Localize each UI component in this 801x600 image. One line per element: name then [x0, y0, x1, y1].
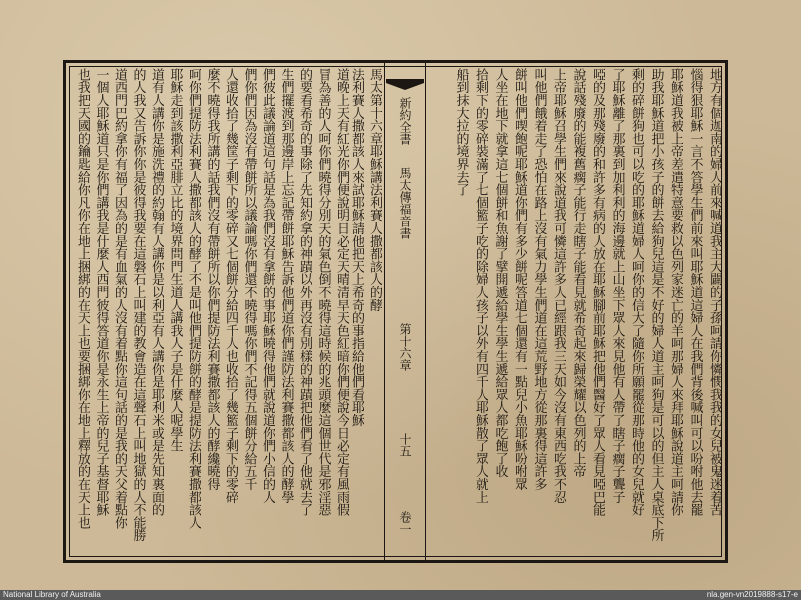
volume-label: 卷一 [398, 511, 412, 535]
footer-identifier: nla.gen-vn2019888-s17-e [706, 590, 798, 599]
right-page-text-column: 叫他們餓着走了恐怕在路上沒有氣力學生們道在這荒野地方從那裏得這許多 [531, 68, 547, 491]
left-page-text-column: 冒為善的人呵你們曉得分別天的氣色倒不曉得這時候的兆頭麼這個世代是邪淫惡 [315, 68, 331, 517]
chapter-opening-body: 法利賽人撒都該人來試耶穌請他把天上希奇的事指給他們看耶穌 [349, 68, 364, 427]
center-fold-panel [384, 63, 426, 560]
left-page-text-column: 麼不曉得我所講的話我們沒有帶餅所以你們提防法利賽撒都該人的酵纔曉得 [204, 68, 220, 491]
fishtail-mark-top [386, 79, 424, 91]
book-title: 新約全書 [398, 97, 412, 145]
right-page-text-column: 助我耶穌道把小孩子的餅去給狗兒這是不好的婦人道主呵狗是可以的但主人桌底下所 [648, 68, 664, 542]
right-page-text-column: 拾剩下的零碎裝滿了七個籃子吃的除婦人孩子以外有四千人耶穌散了眾人就上 [473, 68, 488, 504]
left-page-text-column: 道西門巴約拿你有福了因為的是有血氣的人沒有着點你這句話的是我的天父着點你 [112, 68, 127, 529]
left-page-text-column: 道有人講你是施洗禮的約翰有人講你是以利亞有人講你是耶利米或是先知裏面的 [149, 68, 164, 517]
right-page-text-column: 地方有個迦南的婦人前來喊道我主大闢的子孫呵請你憐憫我我的女兒被鬼迷着苦 [707, 68, 722, 517]
left-page-text-column: 也我把天國的鑰匙給你凡你在地上捆綁的在天上也要捆綁你在地上釋放的在天上也 [75, 68, 90, 529]
right-page-text-column: 上帝耶穌召學生們來說道我可憐這許多人已經跟我三天如今沒有東西吃我不忍 [551, 68, 566, 504]
page-number: 十五 [398, 433, 412, 457]
left-page-text-column: 耶穌走到該撒利亞腓立比的境界問門生道人講我人子是什麼人呢學生 [167, 68, 183, 453]
left-page-text-column: 生們擺渡到那邊岸上忘記帶餅耶穌告訴他們道你們謹防法利賽撒都該人的酵學 [278, 68, 294, 504]
chapter-opening-column: 馬太第十六章耶穌講法利賽人撒都該人的酵 [367, 68, 382, 312]
right-page-text-column: 船到抹大拉的境界去了 [453, 68, 469, 197]
right-page-text-column: 啞的及那殘廢的和許多有病的人放在耶穌腳前耶穌把他們醫好了眾人看見啞巴能 [590, 68, 605, 517]
footer-bar [0, 590, 801, 600]
right-page-text-column: 說話殘廢的能複舊瘸子能行走瞎子能看見就希奇起來歸榮耀以色列的上帝 [570, 68, 586, 478]
right-page-text-column: 耶穌道我被上帝差遣特意要救以色列家迷亡的羊呵那婦人來拜耶穌說道主呵請你 [668, 68, 683, 517]
right-page-text-column: 人坐在地下就拿這七個餅和魚謝了擘開遞給學生學生遞給眾人都吃飽了收 [492, 68, 508, 478]
right-page-text-column: 剩的碎餅狗也可以吃的耶穌道婦人呵你的信大了隨你所願罷從那時他的女兒就好 [629, 68, 644, 517]
left-page-text-column: 人還收拾了幾筐子剩下的零碎又七個餅分給四千人也收拾了幾籃子剩下的零碎 [223, 68, 238, 504]
left-page-text-column: 一個人耶穌道只是你們講我是什麼人西門彼得答道你是永生上帝的兒子基督耶穌 [93, 68, 109, 517]
right-page-text-column: 惱得狠耶穌一言不答學生們前來叫耶穌道這婦人在我們背後喊叫可以吩咐他去罷 [687, 68, 703, 517]
gospel-title: 馬太傳福音書 [398, 167, 412, 239]
chapter-label: 第十六章 [398, 323, 412, 371]
left-page-text-column: 的要看希奇的事除了先知約拿的神蹟以外再沒有別樣的神蹟把他們看了他就去了 [297, 68, 312, 517]
left-page-text-column: 呵你們提防法利賽人撒都該人的酵了不是叫他們提防餅的酵是提防法利賽撒都該人 [186, 68, 201, 529]
right-page-text-column: 了耶穌離了那裏到加利利的海邊就上山坐下眾人來見他有人帶了瞎子瘸子聾子 [609, 68, 625, 504]
left-page-text-column: 的人我又告訴你你是彼得我要在這磐石上叫建的教會造在這聲石上叫地獄的人不能勝 [130, 68, 146, 542]
left-page-text-column: 們彼此議論道這句話是為我們沒有拿餅的事耶穌曉得他們就說道你們小信的人 [260, 68, 275, 504]
right-page-text-column: 餅叫他們喫飽呢耶穌道你們有多少餅呢答道七個還有一點兒小魚耶穌吩咐眾 [512, 68, 527, 491]
left-page-text-column: 道晚上天有紅光你們便說明日必定天晴清早天色紅暗你們便說今日必定有風雨假 [334, 68, 349, 517]
footer-library-name: National Library of Australia [3, 590, 101, 599]
left-page-text-column: 們你們因為沒有帶餅所以議論嗎你們還不曉得嗎你們不記得五個餅分給五千 [241, 68, 257, 491]
